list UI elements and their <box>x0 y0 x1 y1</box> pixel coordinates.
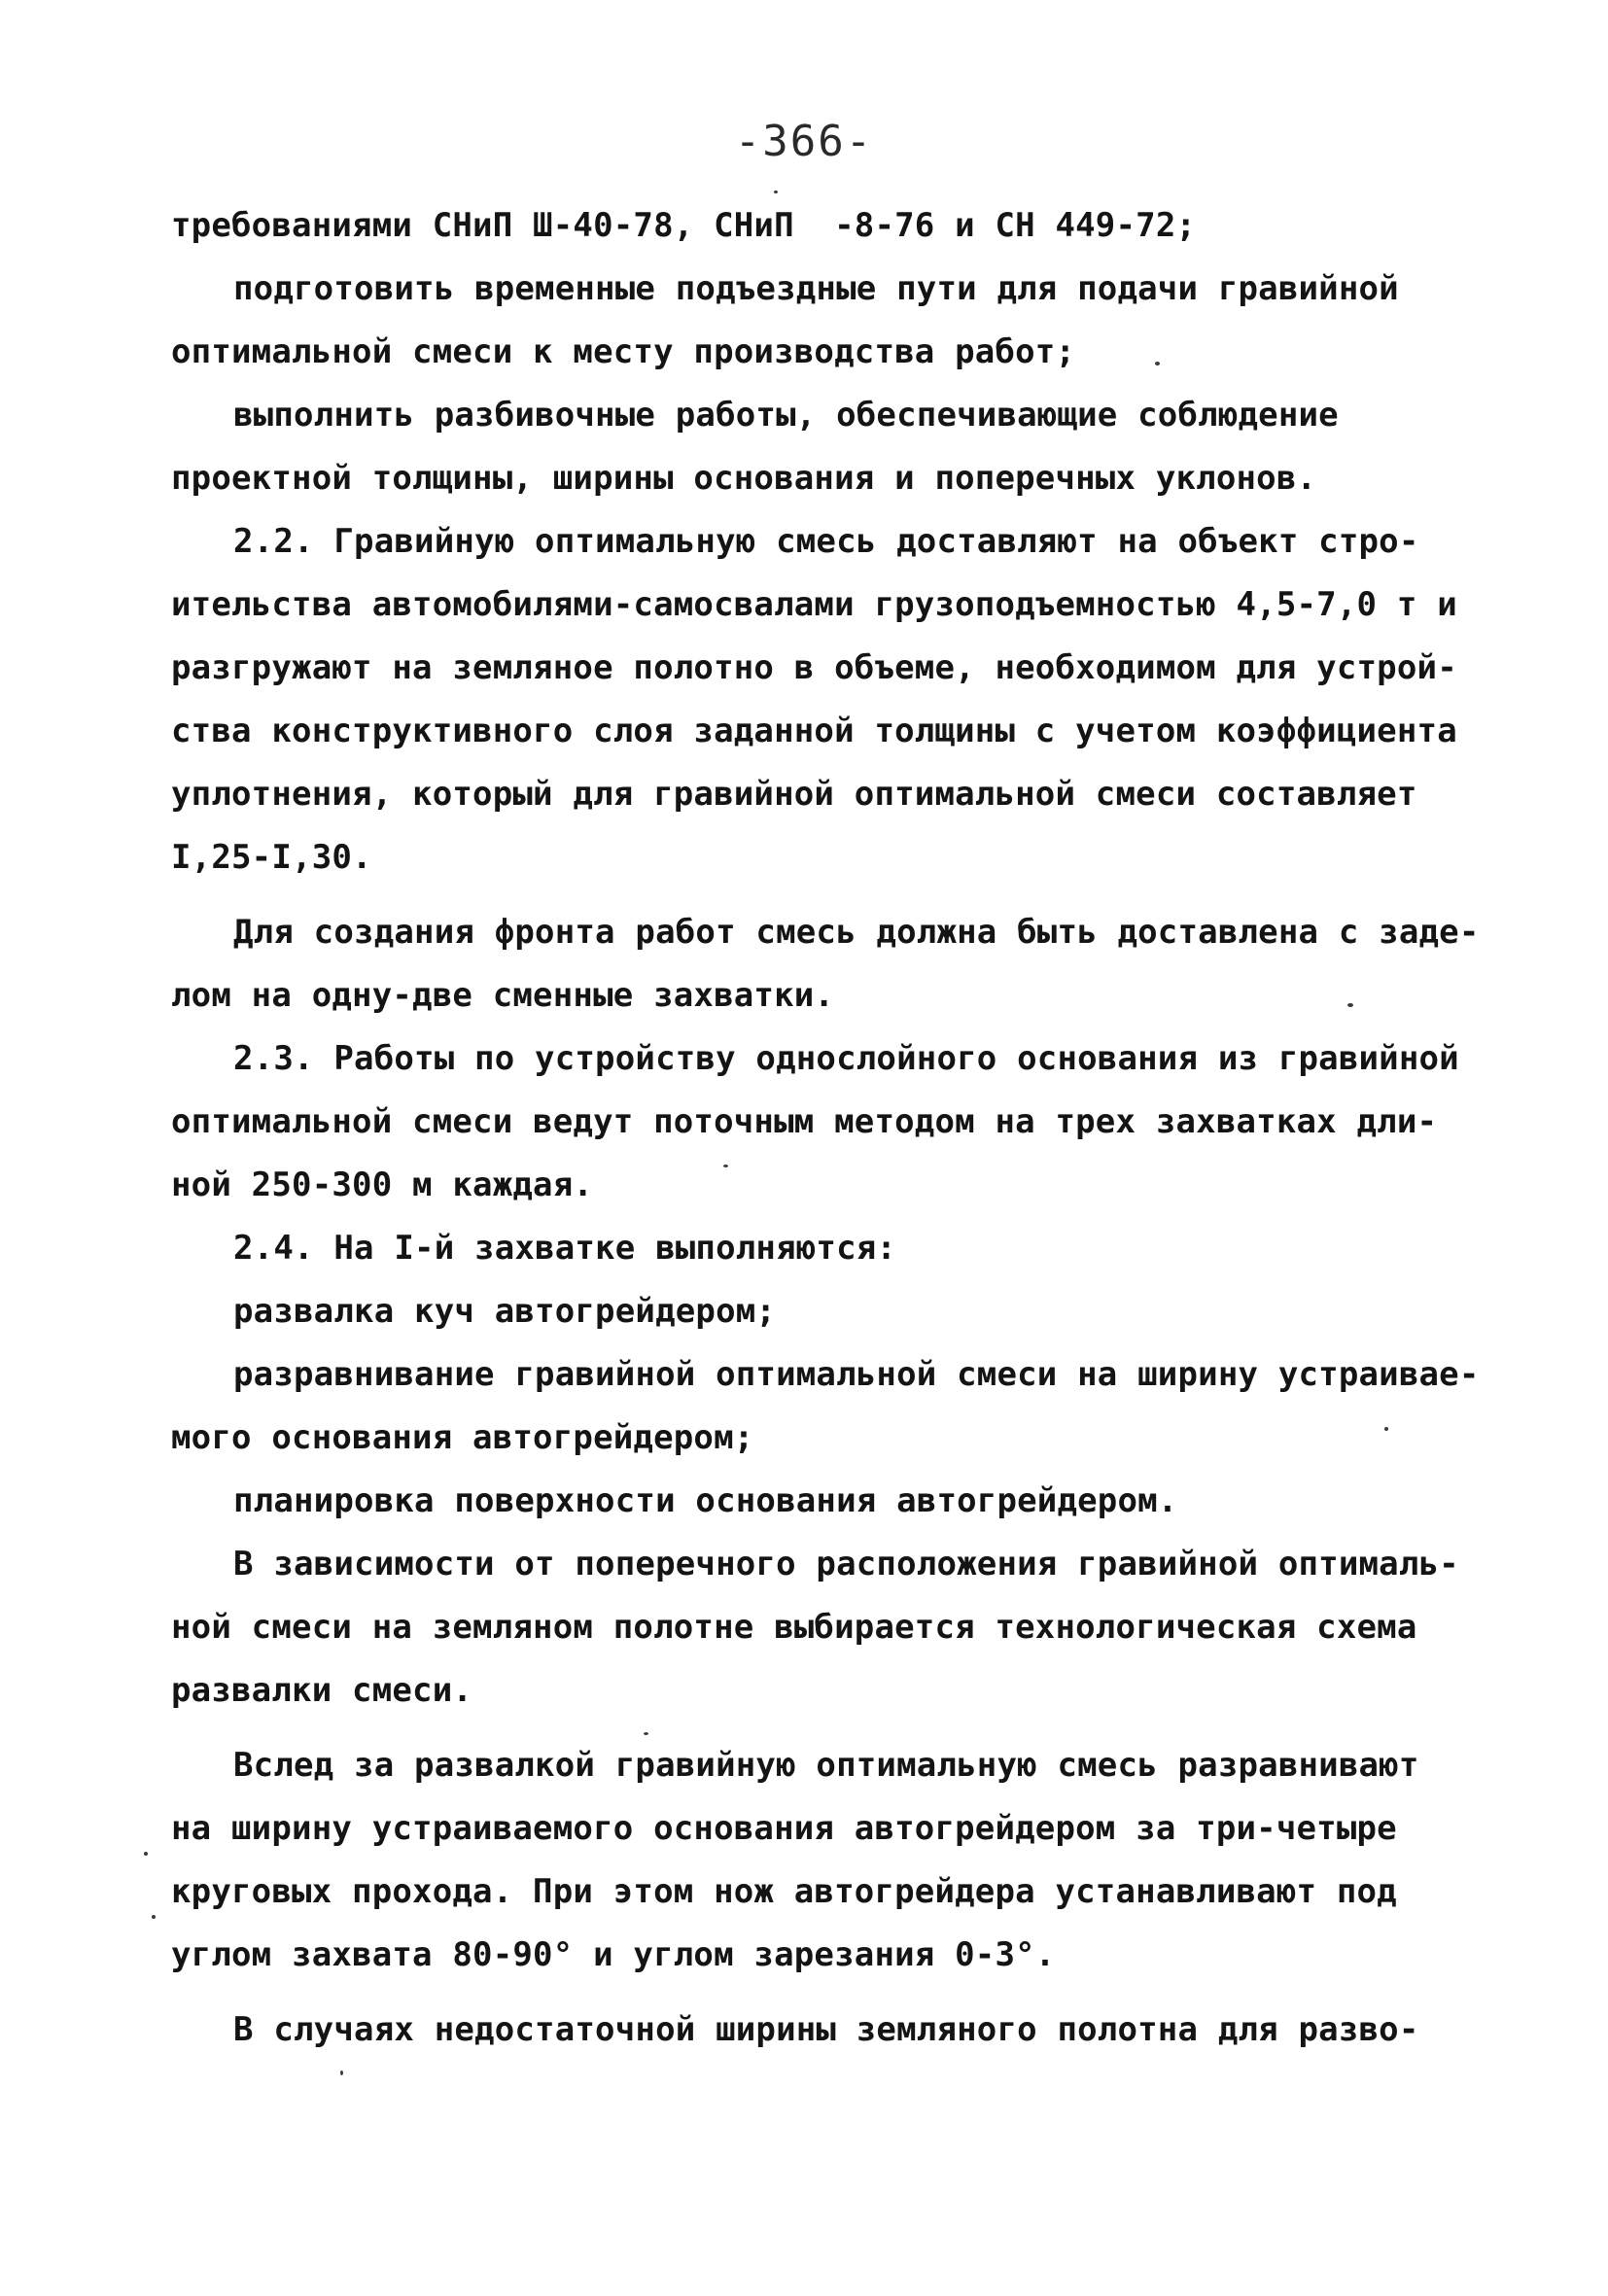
text-line: ной 250-300 м каждая. <box>171 1165 594 1204</box>
scan-speck <box>1384 1427 1388 1431</box>
scan-speck <box>340 2070 343 2075</box>
text-line: углом захвата 80-90° и углом зарезания 0-3°. <box>171 1935 1056 1974</box>
text-line: ительства автомобилями-самосвалами грузоподъемностью 4,5-7,0 т и <box>171 585 1457 624</box>
text-line: планировка поверхности основания автогрейдером. <box>233 1481 1178 1520</box>
text-line: I,25-I,30. <box>171 838 372 877</box>
text-line: подготовить временные подъездные пути для подачи гравийной <box>233 269 1399 308</box>
body-text <box>171 194 1480 2062</box>
text-line: круговых прохода. При этом нож автогрейдера устанавливают под <box>171 1872 1397 1911</box>
scan-speck <box>1155 362 1160 365</box>
page-number: -366- <box>734 117 874 166</box>
text-line: требованиями СНиП Ш-40-78, СНиП -8-76 и СН 449-72; <box>171 206 1197 245</box>
text-line: разравнивание гравийной оптимальной смеси на ширину устраивае- <box>233 1355 1480 1394</box>
text-line: мого основания автогрейдером; <box>171 1418 754 1457</box>
scan-speck <box>644 1732 648 1735</box>
text-line: на ширину устраиваемого основания автогрейдером за три-четыре <box>171 1809 1397 1848</box>
text-line: развалки смеси. <box>171 1671 473 1710</box>
text-line: Вслед за развалкой гравийную оптимальную смесь разравнивают <box>233 1746 1419 1785</box>
text-line: развалка куч автогрейдером; <box>233 1292 777 1331</box>
scan-speck <box>144 1852 148 1856</box>
text-line: уплотнения, который для гравийной оптимальной смеси составляет <box>171 775 1417 814</box>
text-line: 2.3. Работы по устройству однослойного основания из гравийной <box>233 1039 1459 1078</box>
text-line: 2.4. На I-й захватке выполняются: <box>233 1229 897 1268</box>
text-line: В зависимости от поперечного расположения гравийной оптималь- <box>233 1545 1459 1583</box>
text-line: оптимальной смеси к месту производства работ; <box>171 332 1076 371</box>
text-line: Для создания фронта работ смесь должна быть доставлена с заде- <box>233 913 1480 952</box>
text-line: оптимальной смеси ведут поточным методом на трех захватках дли- <box>171 1102 1438 1141</box>
text-line: ства конструктивного слоя заданной толщины с учетом коэффициента <box>171 712 1457 750</box>
text-line: В случаях недостаточной ширины земляного полотна для разво- <box>233 2010 1419 2049</box>
scan-speck <box>723 1165 728 1167</box>
text-line: ной смеси на земляном полотне выбирается технологическая схема <box>171 1608 1417 1647</box>
scan-speck <box>774 191 778 193</box>
text-line: разгружают на земляное полотно в объеме, необходимом для устрой- <box>171 648 1457 687</box>
text-line: лом на одну-две сменные захватки. <box>171 976 835 1015</box>
text-line: 2.2. Гравийную оптимальную смесь доставляют на объект стро- <box>233 522 1419 561</box>
text-line: проектной толщины, ширины основания и поперечных уклонов. <box>171 459 1317 498</box>
text-line: выполнить разбивочные работы, обеспечивающие соблюдение <box>233 396 1339 435</box>
scan-speck <box>152 1915 156 1919</box>
scan-speck <box>1347 1003 1353 1007</box>
